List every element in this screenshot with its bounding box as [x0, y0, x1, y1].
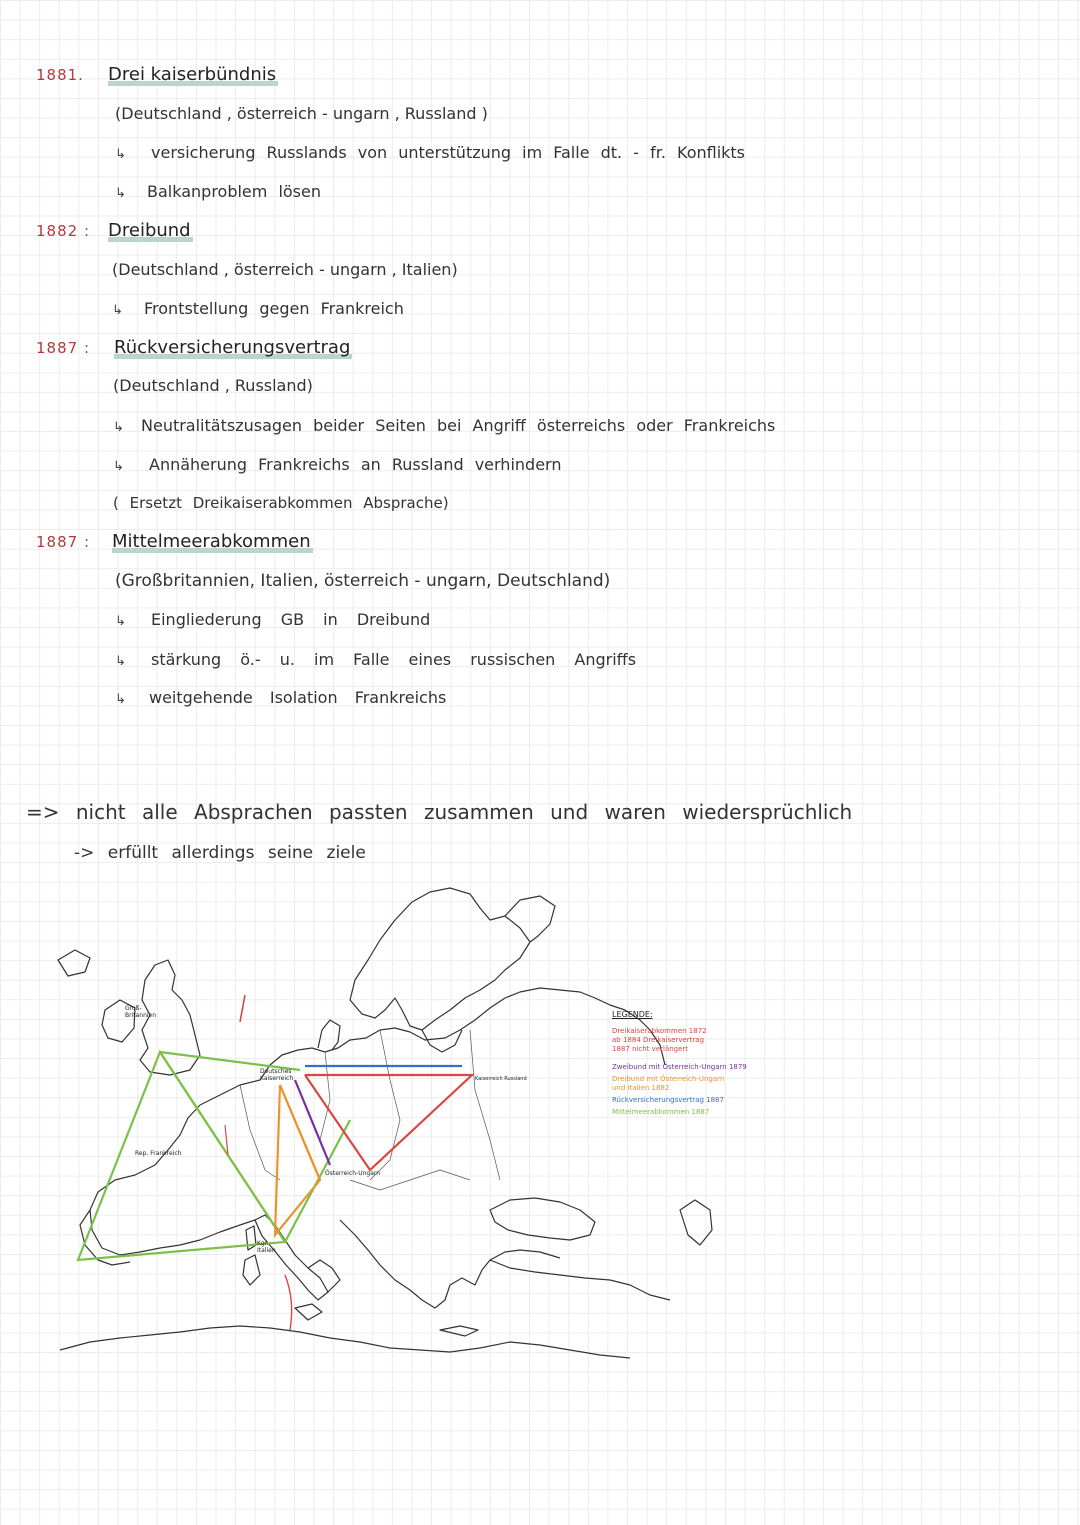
- label-it: Kgr. Italien: [257, 1240, 276, 1254]
- coast-crete: [440, 1326, 478, 1336]
- line-dreibund-2: [280, 1085, 320, 1180]
- year-1887a: 1887 :: [36, 339, 90, 357]
- coast-north-africa: [60, 1326, 630, 1358]
- mark-red-italy: [285, 1275, 292, 1330]
- year-1882: 1882 :: [36, 222, 90, 240]
- point-text: stärkung ö.- u. im Falle eines russischen Angriffs: [151, 650, 637, 669]
- coast-balkans: [340, 1220, 560, 1308]
- coast-anatolia: [490, 1260, 670, 1300]
- title-text: Rückversicherungsvertrag: [114, 337, 351, 358]
- point-1881-1: [115, 143, 745, 162]
- label-fr: Rep. Frankreich: [135, 1150, 182, 1157]
- alliance-lines: [78, 995, 472, 1330]
- point-text: weitgehende Isolation Frankreichs: [149, 688, 447, 707]
- line-zweibund: [295, 1080, 330, 1165]
- point-1887b-1: [115, 610, 430, 629]
- arrow-icon: ↳: [112, 303, 123, 318]
- arrow-icon: ↳: [115, 692, 126, 707]
- conclusion-main: => nicht alle Absprachen passten zusammen und waren wiedersprüchlich: [26, 800, 853, 824]
- mark-red-north: [240, 995, 245, 1022]
- year-1881: 1881.: [36, 66, 84, 84]
- coast-italy-heel: [308, 1260, 340, 1292]
- coastlines: [58, 888, 712, 1358]
- coast-west: [90, 1105, 255, 1255]
- title-text: Drei kaiserbündnis: [108, 64, 277, 85]
- point-1881-2: [115, 182, 321, 201]
- title-mittelmeerabkommen: [112, 531, 313, 552]
- title-text: Mittelmeerabkommen: [112, 531, 311, 552]
- title-dreikaiserbuendnis: [108, 64, 278, 85]
- point-text: Neutralitätszusagen beider Seiten bei Angriff österreichs oder Frankreichs: [141, 416, 776, 435]
- label-at: Österreich-Ungarn: [325, 1170, 381, 1177]
- coast-sardinia: [243, 1255, 260, 1285]
- coast-iceland: [58, 950, 90, 976]
- coast-denmark: [318, 1020, 340, 1050]
- label-de: Deutsches Kaiserreich: [260, 1068, 294, 1082]
- legend-item-dreikaiser: Dreikaiserabkommen 1872 ab 1884 Dreikaiservertrag 1887 nicht verlängert: [612, 1027, 707, 1053]
- arrow-icon: ↳: [113, 420, 124, 435]
- point-1887b-3: [115, 688, 446, 707]
- coast-scandinavia: [350, 888, 530, 1030]
- point-1887a-2: [113, 455, 561, 474]
- europe-map-svg: [50, 880, 770, 1380]
- coast-black-sea: [490, 1198, 595, 1240]
- arrow-icon: ↳: [115, 654, 126, 669]
- title-dreibund: [108, 220, 193, 241]
- coast-caspian: [680, 1200, 712, 1245]
- coast-scandinavia-north: [505, 896, 555, 942]
- coast-corsica: [246, 1226, 256, 1250]
- point-1887a-1: [113, 416, 775, 435]
- legend-item-mittelmeer: Mittelmeerabkommen 1887: [612, 1108, 710, 1116]
- note-1887a: ( Ersetzt Dreikaiserabkommen Absprache): [113, 494, 449, 512]
- legend-item-dreibund: Dreibund mit Österreich-Ungarn und Italien 1882: [612, 1075, 725, 1092]
- point-1882-1: [112, 299, 404, 318]
- title-text: Dreibund: [108, 220, 191, 241]
- title-rueckversicherungsvertrag: [114, 337, 352, 358]
- arrow-icon: ↳: [115, 147, 126, 162]
- map-legend: [612, 1010, 762, 1120]
- year-1887b: 1887 :: [36, 533, 90, 551]
- coast-sicily: [295, 1304, 322, 1320]
- conclusion-sub: -> erfüllt allerdings seine ziele: [74, 843, 366, 863]
- point-text: Frontstellung gegen Frankreich: [144, 299, 404, 318]
- arrow-icon: ↳: [115, 614, 126, 629]
- parties-1881: (Deutschland , österreich - ungarn , Russland ): [115, 104, 488, 123]
- parties-1887a: (Deutschland , Russland): [113, 376, 313, 395]
- line-mittelmeer-4: [285, 1120, 350, 1242]
- point-text: Eingliederung GB in Dreibund: [151, 610, 431, 629]
- point-1887b-2: [115, 650, 636, 669]
- point-text: Balkanproblem lösen: [147, 182, 321, 201]
- legend-item-zweibund: Zweibund mit Österreich-Ungarn 1879: [612, 1063, 747, 1071]
- legend-title: LEGENDE:: [612, 1010, 653, 1019]
- label-ru: Kaiserreich Russland: [475, 1076, 527, 1082]
- line-dreibund: [275, 1085, 320, 1235]
- arrow-icon: ↳: [113, 459, 124, 474]
- point-text: versicherung Russlands von unterstützung im Falle dt. - fr. Konflikts: [151, 143, 746, 162]
- arrow-icon: ↳: [115, 186, 126, 201]
- label-gb: Groß- Britannien: [125, 1005, 157, 1019]
- parties-1887b: (Großbritannien, Italien, österreich - ungarn, Deutschland): [115, 571, 611, 591]
- alliance-map: [50, 880, 770, 1380]
- coast-baltic: [422, 1030, 462, 1052]
- point-text: Annäherung Frankreichs an Russland verhindern: [149, 455, 562, 474]
- parties-1882: (Deutschland , österreich - ungarn , Italien): [112, 260, 458, 279]
- legend-item-rueckversicherung: Rückversicherungsvertrag 1887: [612, 1096, 724, 1104]
